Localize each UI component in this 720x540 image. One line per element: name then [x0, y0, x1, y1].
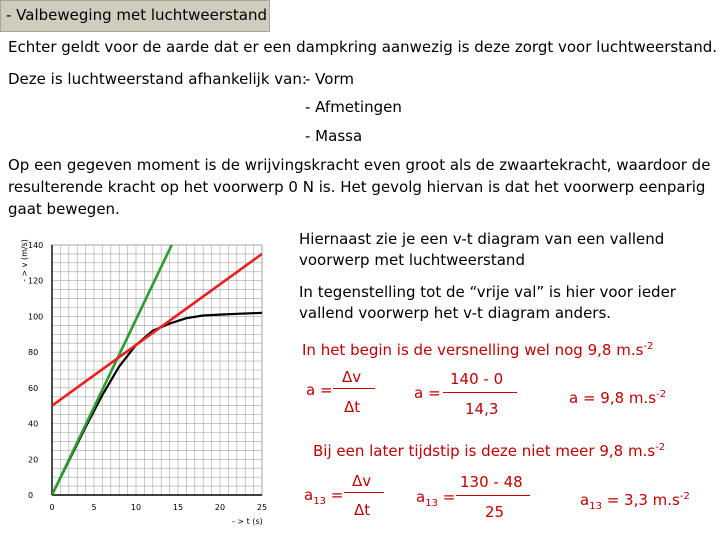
paragraph-line-1: Op een gegeven moment is de wrijvingskracht even groot als de zwaartekracht, waardoor de [8, 156, 711, 174]
y-tick-label: 40 [28, 419, 39, 429]
y-tick-label: 20 [28, 455, 39, 465]
y-tick-label: 120 [28, 276, 44, 286]
page-title: - Valbeweging met luchtweerstand [6, 6, 267, 24]
formula1-fraction-bar [333, 388, 375, 389]
x-tick-label: 5 [91, 503, 97, 512]
later-acceleration-text: Bij een later tijdstip is deze niet meer 9,8 $m.s^{-2}$ [313, 442, 666, 460]
paragraph-line-2: resulterende kracht op het voorwerp 0 N is. Het gevolg hiervan is dat het voorwerp eenparig [8, 178, 706, 196]
result-2: $a_{13} = 3,3$ $m.s^{-2}$ [580, 491, 690, 512]
formula2-numerator: 140 - 0 [450, 370, 504, 388]
chart-grid [52, 245, 262, 495]
y-tick-label: 0 [28, 491, 34, 500]
y-axis-ticks [28, 241, 43, 500]
formula3-numerator: Δv [352, 472, 372, 490]
formula4-fraction-bar [456, 495, 530, 496]
depends-item-afmetingen: - Afmetingen [305, 98, 402, 116]
vt-diagram [0, 224, 290, 540]
formula1-lhs: a = [306, 381, 333, 399]
x-tick-label: 0 [49, 503, 55, 512]
depends-label: Deze is luchtweerstand afhankelijk van: [8, 70, 307, 88]
x-tick-label: 20 [214, 503, 226, 512]
formula1-numerator: Δv [342, 368, 362, 386]
formula4-denominator: 25 [485, 503, 505, 521]
formula1-denominator: Δt [344, 398, 361, 416]
y-tick-label: 100 [28, 312, 44, 322]
depends-item-vorm: - Vorm [305, 70, 354, 88]
formula3-denominator: Δt [354, 501, 371, 519]
y-axis-label: - > v (m/s) [20, 239, 29, 282]
result-1: a = 9,8 $m.s^{-2}$ [569, 389, 667, 407]
side-text-2-line-2: vallend voorwerp het v-t diagram anders. [299, 304, 612, 322]
y-tick-label: 140 [28, 241, 44, 250]
formula3-fraction-bar [344, 492, 384, 493]
x-tick-label: 10 [130, 503, 142, 512]
paragraph-line-3: gaat bewegen. [8, 200, 120, 218]
formula2-lhs: a = [414, 384, 441, 402]
x-axis-ticks [49, 503, 267, 512]
y-tick-label: 80 [28, 348, 39, 358]
x-tick-label: 15 [172, 503, 184, 512]
formula2-denominator: 14,3 [465, 400, 499, 418]
x-tick-label: 25 [256, 503, 268, 512]
formula4-lhs: $a_{13}$ = [416, 488, 456, 509]
side-text-1-line-2: voorwerp met luchtweerstand [299, 251, 525, 269]
intro-text: Echter geldt voor de aarde dat er een dampkring aanwezig is deze zorgt voor luchtweerstand. [8, 38, 718, 56]
y-tick-label: 60 [28, 383, 39, 393]
side-text-2-line-1: In tegenstelling tot de “vrije val” is hier voor ieder [299, 283, 676, 301]
depends-item-massa: - Massa [305, 127, 363, 145]
x-axis-label: - > t (s) [232, 517, 263, 526]
begin-acceleration-text: In het begin is de versnelling wel nog 9,8 $m.s^{-2}$ [302, 341, 654, 359]
formula2-fraction-bar [443, 392, 517, 393]
formula3-lhs: $a_{13}$ = [304, 486, 344, 507]
formula4-numerator: 130 - 48 [460, 473, 523, 491]
side-text-1-line-1: Hiernaast zie je een v-t diagram van een vallend [299, 230, 665, 248]
